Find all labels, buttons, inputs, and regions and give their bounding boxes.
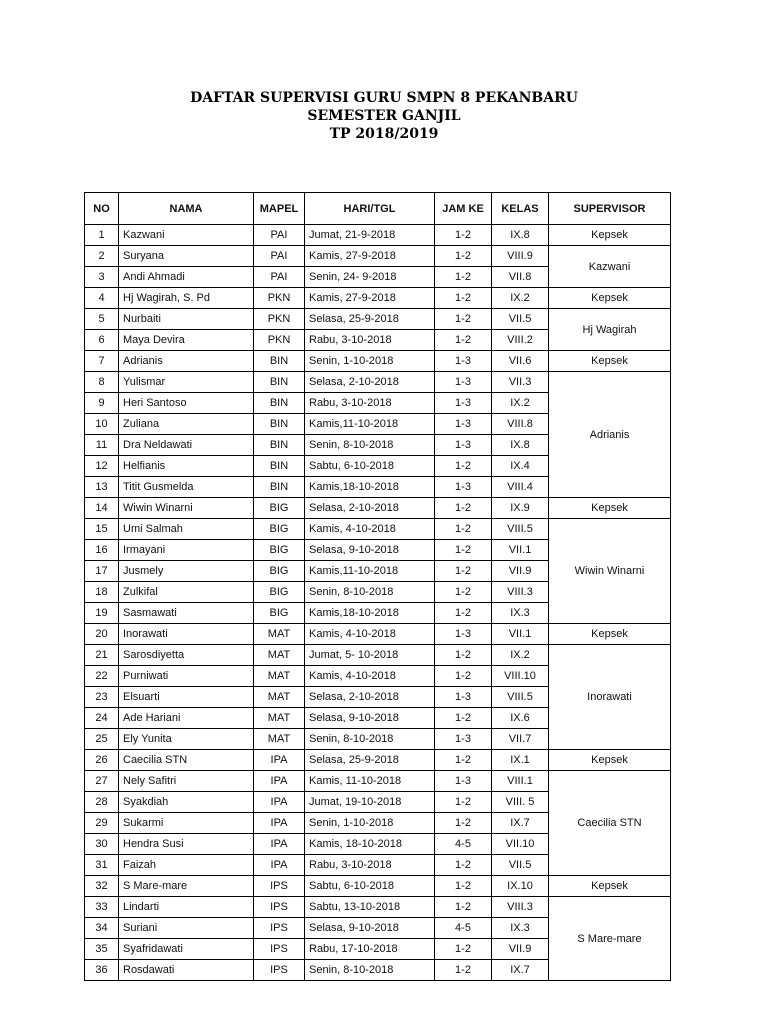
cell-no: 33	[85, 897, 119, 918]
cell-hari-tgl: Senin, 1-10-2018	[305, 813, 435, 834]
cell-mapel: BIN	[254, 414, 305, 435]
cell-jam-ke: 1-2	[435, 876, 492, 897]
cell-nama: Ely Yunita	[119, 729, 254, 750]
cell-hari-tgl: Selasa, 2-10-2018	[305, 687, 435, 708]
cell-mapel: PKN	[254, 288, 305, 309]
cell-kelas: VII.7	[492, 729, 549, 750]
cell-kelas: IX.6	[492, 708, 549, 729]
cell-jam-ke: 1-2	[435, 267, 492, 288]
cell-supervisor: Kepsek	[549, 351, 671, 372]
cell-kelas: VII.8	[492, 267, 549, 288]
table-row	[85, 225, 671, 246]
cell-nama: Elsuarti	[119, 687, 254, 708]
cell-jam-ke: 1-3	[435, 477, 492, 498]
document-subtitle-year: TP 2018/2019	[329, 126, 439, 142]
cell-jam-ke: 1-2	[435, 603, 492, 624]
cell-nama: Yulismar	[119, 372, 254, 393]
cell-kelas: IX.10	[492, 876, 549, 897]
cell-no: 13	[85, 477, 119, 498]
cell-no: 35	[85, 939, 119, 960]
cell-no: 2	[85, 246, 119, 267]
cell-no: 19	[85, 603, 119, 624]
cell-hari-tgl: Kamis, 27-9-2018	[305, 288, 435, 309]
cell-kelas: IX.4	[492, 456, 549, 477]
cell-kelas: VIII.3	[492, 897, 549, 918]
cell-hari-tgl: Selasa, 9-10-2018	[305, 708, 435, 729]
cell-supervisor: Kazwani	[549, 246, 671, 288]
cell-nama: Hendra Susi	[119, 834, 254, 855]
cell-mapel: PKN	[254, 330, 305, 351]
cell-jam-ke: 1-2	[435, 540, 492, 561]
cell-nama: Hj Wagirah, S. Pd	[119, 288, 254, 309]
cell-mapel: BIG	[254, 540, 305, 561]
cell-mapel: BIN	[254, 477, 305, 498]
cell-nama: Caecilia STN	[119, 750, 254, 771]
cell-jam-ke: 1-3	[435, 372, 492, 393]
cell-nama: Inorawati	[119, 624, 254, 645]
cell-no: 17	[85, 561, 119, 582]
cell-no: 15	[85, 519, 119, 540]
cell-jam-ke: 1-2	[435, 246, 492, 267]
cell-no: 29	[85, 813, 119, 834]
cell-no: 10	[85, 414, 119, 435]
cell-no: 18	[85, 582, 119, 603]
cell-mapel: PKN	[254, 309, 305, 330]
cell-mapel: IPS	[254, 939, 305, 960]
cell-no: 30	[85, 834, 119, 855]
cell-no: 32	[85, 876, 119, 897]
cell-jam-ke: 1-3	[435, 771, 492, 792]
cell-mapel: IPS	[254, 876, 305, 897]
cell-nama: Jusmely	[119, 561, 254, 582]
cell-hari-tgl: Senin, 8-10-2018	[305, 729, 435, 750]
cell-kelas: VIII.2	[492, 330, 549, 351]
table-row	[85, 372, 671, 393]
table-row	[85, 876, 671, 897]
cell-kelas: VII.6	[492, 351, 549, 372]
cell-hari-tgl: Rabu, 17-10-2018	[305, 939, 435, 960]
cell-no: 3	[85, 267, 119, 288]
table-row	[85, 288, 671, 309]
cell-kelas: VII.1	[492, 540, 549, 561]
cell-nama: Andi Ahmadi	[119, 267, 254, 288]
column-header-supervisor: SUPERVISOR	[549, 193, 671, 225]
cell-no: 6	[85, 330, 119, 351]
cell-no: 27	[85, 771, 119, 792]
cell-hari-tgl: Kamis, 18-10-2018	[305, 834, 435, 855]
cell-no: 26	[85, 750, 119, 771]
cell-supervisor: Kepsek	[549, 288, 671, 309]
cell-hari-tgl: Sabtu, 6-10-2018	[305, 456, 435, 477]
supervision-table	[84, 192, 671, 981]
cell-hari-tgl: Rabu, 3-10-2018	[305, 330, 435, 351]
document-title: DAFTAR SUPERVISI GURU SMPN 8 PEKANBARU	[190, 90, 578, 106]
cell-hari-tgl: Senin, 8-10-2018	[305, 435, 435, 456]
cell-jam-ke: 1-2	[435, 855, 492, 876]
cell-supervisor: Inorawati	[549, 645, 671, 750]
cell-jam-ke: 1-2	[435, 897, 492, 918]
cell-jam-ke: 1-3	[435, 351, 492, 372]
cell-nama: Dra Neldawati	[119, 435, 254, 456]
cell-kelas: IX.8	[492, 435, 549, 456]
cell-nama: Heri Santoso	[119, 393, 254, 414]
cell-nama: Rosdawati	[119, 960, 254, 981]
cell-jam-ke: 1-2	[435, 330, 492, 351]
cell-no: 21	[85, 645, 119, 666]
cell-hari-tgl: Kamis,11-10-2018	[305, 414, 435, 435]
table-row	[85, 498, 671, 519]
cell-mapel: MAT	[254, 708, 305, 729]
table-row	[85, 897, 671, 918]
cell-mapel: MAT	[254, 666, 305, 687]
cell-kelas: IX.8	[492, 225, 549, 246]
table-row	[85, 351, 671, 372]
cell-nama: Umi Salmah	[119, 519, 254, 540]
cell-no: 7	[85, 351, 119, 372]
cell-mapel: PAI	[254, 267, 305, 288]
cell-kelas: VIII.10	[492, 666, 549, 687]
cell-mapel: IPA	[254, 834, 305, 855]
table-row	[85, 246, 671, 267]
cell-nama: Zuliana	[119, 414, 254, 435]
cell-mapel: IPS	[254, 960, 305, 981]
cell-supervisor: Kepsek	[549, 624, 671, 645]
cell-hari-tgl: Kamis, 27-9-2018	[305, 246, 435, 267]
cell-jam-ke: 1-3	[435, 435, 492, 456]
cell-mapel: MAT	[254, 645, 305, 666]
cell-jam-ke: 1-2	[435, 519, 492, 540]
cell-kelas: VIII.1	[492, 771, 549, 792]
cell-kelas: VII.5	[492, 309, 549, 330]
cell-jam-ke: 1-3	[435, 687, 492, 708]
cell-no: 12	[85, 456, 119, 477]
cell-hari-tgl: Selasa, 2-10-2018	[305, 372, 435, 393]
document-subtitle-semester: SEMESTER GANJIL	[307, 108, 461, 124]
cell-no: 22	[85, 666, 119, 687]
cell-nama: Ade Hariani	[119, 708, 254, 729]
cell-mapel: IPS	[254, 918, 305, 939]
cell-supervisor: Kepsek	[549, 750, 671, 771]
cell-hari-tgl: Rabu, 3-10-2018	[305, 855, 435, 876]
cell-nama: Lindarti	[119, 897, 254, 918]
table-body	[85, 225, 671, 981]
cell-hari-tgl: Rabu, 3-10-2018	[305, 393, 435, 414]
column-header-mapel: MAPEL	[254, 193, 305, 225]
cell-jam-ke: 1-2	[435, 582, 492, 603]
cell-hari-tgl: Kamis, 4-10-2018	[305, 666, 435, 687]
cell-hari-tgl: Sabtu, 6-10-2018	[305, 876, 435, 897]
cell-hari-tgl: Selasa, 25-9-2018	[305, 309, 435, 330]
cell-nama: Nurbaiti	[119, 309, 254, 330]
cell-supervisor: Caecilia STN	[549, 771, 671, 876]
cell-nama: Suryana	[119, 246, 254, 267]
cell-kelas: VII.10	[492, 834, 549, 855]
cell-no: 11	[85, 435, 119, 456]
cell-kelas: IX.2	[492, 288, 549, 309]
cell-kelas: VII.9	[492, 561, 549, 582]
cell-jam-ke: 1-2	[435, 666, 492, 687]
cell-no: 34	[85, 918, 119, 939]
cell-kelas: VIII.5	[492, 687, 549, 708]
cell-nama: Syafridawati	[119, 939, 254, 960]
cell-nama: Sarosdiyetta	[119, 645, 254, 666]
cell-nama: Maya Devira	[119, 330, 254, 351]
cell-no: 16	[85, 540, 119, 561]
cell-kelas: IX.7	[492, 813, 549, 834]
cell-nama: Irmayani	[119, 540, 254, 561]
cell-jam-ke: 4-5	[435, 834, 492, 855]
cell-no: 1	[85, 225, 119, 246]
cell-kelas: IX.3	[492, 603, 549, 624]
table-row	[85, 519, 671, 540]
cell-nama: Helfianis	[119, 456, 254, 477]
cell-no: 25	[85, 729, 119, 750]
column-header-no: NO	[85, 193, 119, 225]
cell-no: 23	[85, 687, 119, 708]
cell-jam-ke: 1-2	[435, 309, 492, 330]
column-header-jam-ke: JAM KE	[435, 193, 492, 225]
cell-supervisor: Kepsek	[549, 876, 671, 897]
cell-hari-tgl: Kamis, 11-10-2018	[305, 771, 435, 792]
cell-kelas: VIII.8	[492, 414, 549, 435]
cell-mapel: BIG	[254, 519, 305, 540]
cell-hari-tgl: Selasa, 25-9-2018	[305, 750, 435, 771]
cell-mapel: IPA	[254, 813, 305, 834]
cell-hari-tgl: Kamis,18-10-2018	[305, 477, 435, 498]
cell-kelas: IX.1	[492, 750, 549, 771]
table-row	[85, 309, 671, 330]
cell-jam-ke: 1-2	[435, 645, 492, 666]
column-header-nama: NAMA	[119, 193, 254, 225]
cell-mapel: MAT	[254, 687, 305, 708]
cell-mapel: BIN	[254, 372, 305, 393]
table-row	[85, 624, 671, 645]
cell-jam-ke: 1-2	[435, 225, 492, 246]
cell-hari-tgl: Senin, 1-10-2018	[305, 351, 435, 372]
cell-jam-ke: 1-2	[435, 498, 492, 519]
table-row	[85, 771, 671, 792]
cell-hari-tgl: Kamis, 4-10-2018	[305, 624, 435, 645]
cell-hari-tgl: Kamis, 4-10-2018	[305, 519, 435, 540]
cell-kelas: IX.3	[492, 918, 549, 939]
cell-nama: Nely Safitri	[119, 771, 254, 792]
cell-hari-tgl: Senin, 24- 9-2018	[305, 267, 435, 288]
cell-mapel: MAT	[254, 624, 305, 645]
cell-jam-ke: 1-2	[435, 960, 492, 981]
cell-hari-tgl: Selasa, 9-10-2018	[305, 918, 435, 939]
column-header-hari-tgl: HARI/TGL	[305, 193, 435, 225]
cell-no: 36	[85, 960, 119, 981]
cell-kelas: IX.7	[492, 960, 549, 981]
cell-mapel: BIG	[254, 582, 305, 603]
cell-mapel: BIG	[254, 561, 305, 582]
cell-jam-ke: 1-2	[435, 813, 492, 834]
cell-mapel: BIN	[254, 393, 305, 414]
table-row	[85, 750, 671, 771]
cell-jam-ke: 1-2	[435, 708, 492, 729]
cell-mapel: MAT	[254, 729, 305, 750]
cell-hari-tgl: Selasa, 9-10-2018	[305, 540, 435, 561]
cell-nama: Sukarmi	[119, 813, 254, 834]
cell-kelas: IX.2	[492, 645, 549, 666]
cell-hari-tgl: Kamis,18-10-2018	[305, 603, 435, 624]
cell-mapel: IPS	[254, 897, 305, 918]
cell-mapel: IPA	[254, 855, 305, 876]
cell-jam-ke: 1-3	[435, 624, 492, 645]
table-header-row	[85, 193, 671, 225]
cell-jam-ke: 1-2	[435, 939, 492, 960]
cell-mapel: BIG	[254, 603, 305, 624]
cell-kelas: VII.3	[492, 372, 549, 393]
cell-hari-tgl: Senin, 8-10-2018	[305, 960, 435, 981]
cell-mapel: PAI	[254, 225, 305, 246]
cell-kelas: VIII.5	[492, 519, 549, 540]
cell-hari-tgl: Jumat, 5- 10-2018	[305, 645, 435, 666]
cell-jam-ke: 1-3	[435, 414, 492, 435]
cell-kelas: IX.9	[492, 498, 549, 519]
cell-nama: Sasmawati	[119, 603, 254, 624]
cell-mapel: BIN	[254, 456, 305, 477]
cell-hari-tgl: Senin, 8-10-2018	[305, 582, 435, 603]
table-row	[85, 645, 671, 666]
cell-kelas: VII.5	[492, 855, 549, 876]
cell-jam-ke: 1-2	[435, 792, 492, 813]
cell-nama: S Mare-mare	[119, 876, 254, 897]
cell-kelas: VIII. 5	[492, 792, 549, 813]
cell-nama: Suriani	[119, 918, 254, 939]
cell-jam-ke: 1-2	[435, 456, 492, 477]
cell-mapel: IPA	[254, 750, 305, 771]
cell-hari-tgl: Jumat, 21-9-2018	[305, 225, 435, 246]
cell-kelas: VIII.3	[492, 582, 549, 603]
cell-mapel: BIG	[254, 498, 305, 519]
cell-kelas: VIII.9	[492, 246, 549, 267]
cell-nama: Kazwani	[119, 225, 254, 246]
cell-supervisor: Adrianis	[549, 372, 671, 498]
cell-mapel: PAI	[254, 246, 305, 267]
cell-jam-ke: 4-5	[435, 918, 492, 939]
cell-mapel: IPA	[254, 771, 305, 792]
cell-kelas: IX.2	[492, 393, 549, 414]
column-header-kelas: KELAS	[492, 193, 549, 225]
cell-no: 8	[85, 372, 119, 393]
cell-kelas: VII.1	[492, 624, 549, 645]
cell-jam-ke: 1-3	[435, 729, 492, 750]
cell-hari-tgl: Sabtu, 13-10-2018	[305, 897, 435, 918]
cell-hari-tgl: Jumat, 19-10-2018	[305, 792, 435, 813]
cell-hari-tgl: Selasa, 2-10-2018	[305, 498, 435, 519]
cell-hari-tgl: Kamis,11-10-2018	[305, 561, 435, 582]
cell-mapel: IPA	[254, 792, 305, 813]
cell-no: 5	[85, 309, 119, 330]
cell-nama: Adrianis	[119, 351, 254, 372]
cell-nama: Syakdiah	[119, 792, 254, 813]
cell-no: 31	[85, 855, 119, 876]
cell-supervisor: S Mare-mare	[549, 897, 671, 981]
cell-mapel: BIN	[254, 351, 305, 372]
cell-mapel: BIN	[254, 435, 305, 456]
cell-no: 4	[85, 288, 119, 309]
cell-no: 9	[85, 393, 119, 414]
cell-kelas: VIII.4	[492, 477, 549, 498]
cell-nama: Faizah	[119, 855, 254, 876]
cell-nama: Zulkifal	[119, 582, 254, 603]
cell-supervisor: Kepsek	[549, 498, 671, 519]
cell-kelas: VII.9	[492, 939, 549, 960]
cell-jam-ke: 1-2	[435, 750, 492, 771]
cell-jam-ke: 1-3	[435, 393, 492, 414]
cell-supervisor: Kepsek	[549, 225, 671, 246]
cell-nama: Wiwin Winarni	[119, 498, 254, 519]
cell-supervisor: Hj Wagirah	[549, 309, 671, 351]
cell-nama: Titit Gusmelda	[119, 477, 254, 498]
cell-nama: Purniwati	[119, 666, 254, 687]
cell-jam-ke: 1-2	[435, 561, 492, 582]
cell-no: 20	[85, 624, 119, 645]
cell-jam-ke: 1-2	[435, 288, 492, 309]
cell-no: 14	[85, 498, 119, 519]
cell-no: 28	[85, 792, 119, 813]
cell-supervisor: Wiwin Winarni	[549, 519, 671, 624]
cell-no: 24	[85, 708, 119, 729]
